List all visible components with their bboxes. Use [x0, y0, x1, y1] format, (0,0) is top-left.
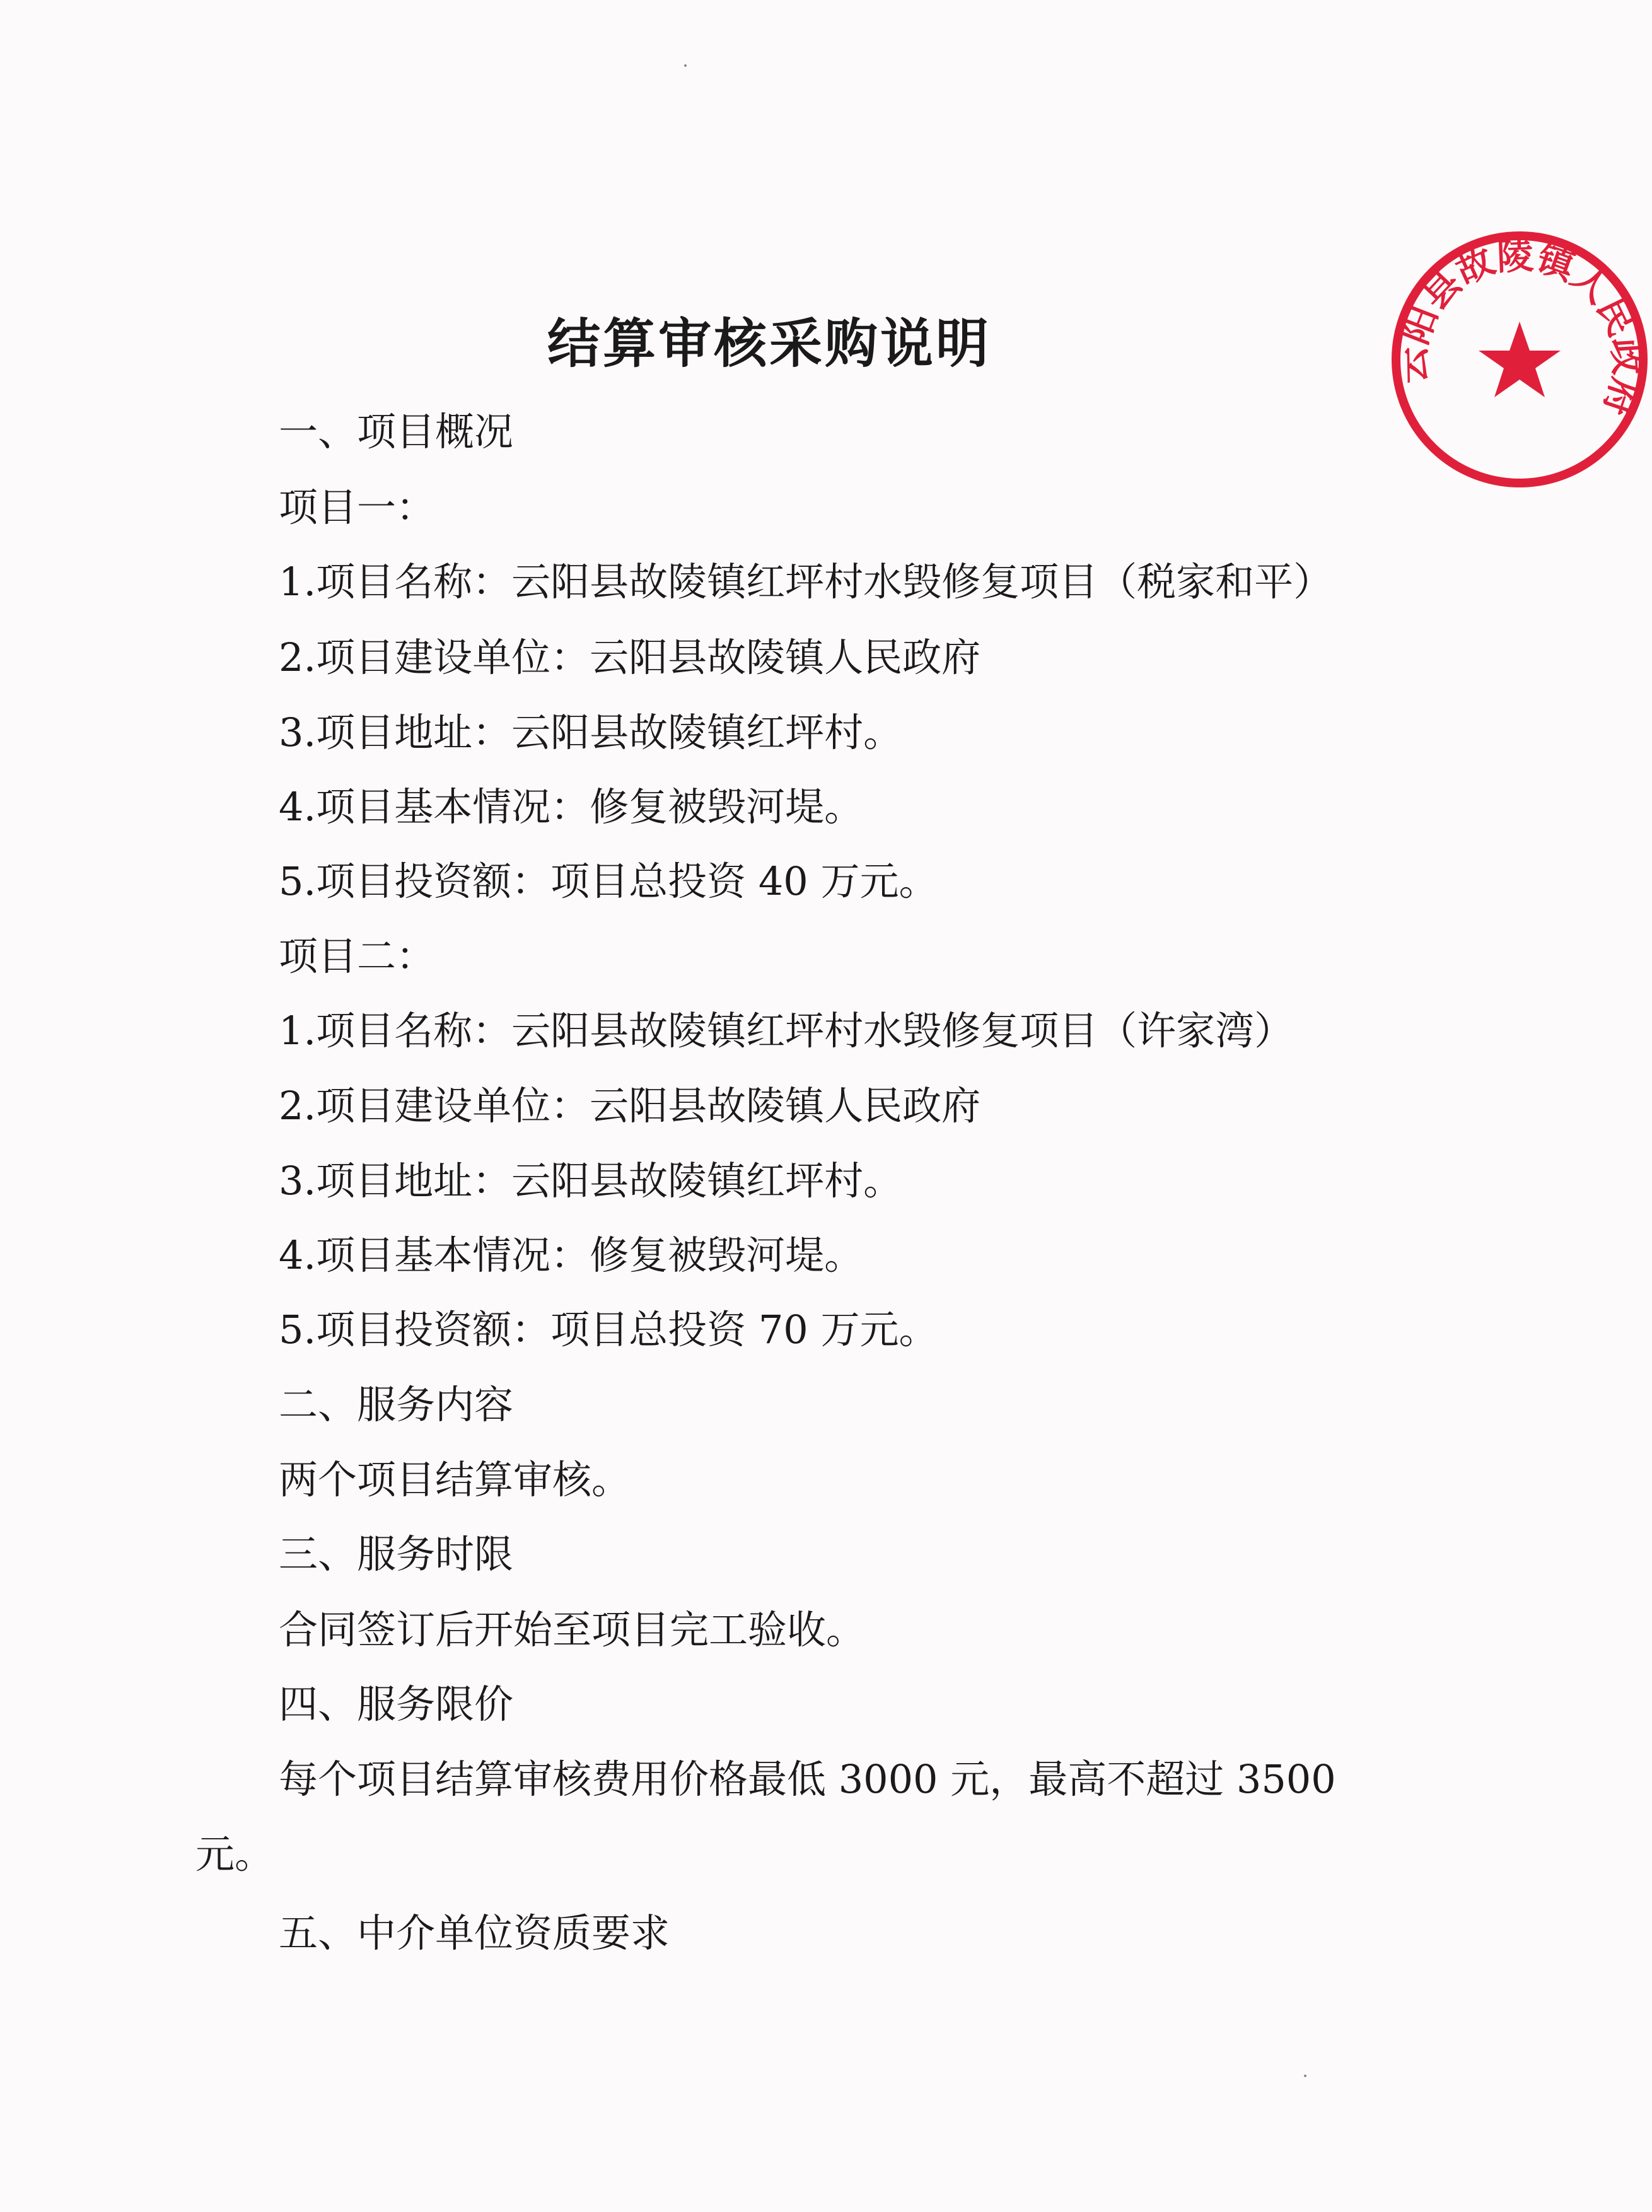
official-seal [1387, 227, 1652, 492]
project-one-address: 3.项目地址：云阳县故陵镇红坪村。 [279, 709, 903, 755]
project-two-heading: 项目二： [279, 933, 436, 979]
project-two-builder: 2.项目建设单位：云阳县故陵镇人民政府 [279, 1083, 981, 1129]
project-one-investment: 5.项目投资额：项目总投资 40 万元。 [279, 858, 938, 904]
section-heading-price-limit: 四、服务限价 [279, 1681, 514, 1727]
scan-speck [684, 64, 687, 67]
price-limit-text: 每个项目结算审核费用价格最低 3000 元，最高不超过 3500 [279, 1756, 1336, 1802]
project-one-builder: 2.项目建设单位：云阳县故陵镇人民政府 [279, 634, 981, 680]
seal-star-icon [1479, 322, 1561, 397]
project-two-address: 3.项目地址：云阳县故陵镇红坪村。 [279, 1158, 903, 1204]
service-period-text: 合同签订后开始至项目完工验收。 [279, 1607, 866, 1653]
project-two-name: 1.项目名称：云阳县故陵镇红坪村水毁修复项目（许家湾） [279, 1008, 1294, 1054]
section-heading-service-period: 三、服务时限 [279, 1531, 514, 1577]
scan-speck [1304, 2075, 1306, 2077]
project-one-heading: 项目一： [279, 484, 436, 530]
document-title: 结算审核采购说明 [547, 313, 991, 375]
project-one-basic-info: 4.项目基本情况：修复被毁河堤。 [279, 784, 864, 830]
project-two-investment: 5.项目投资额：项目总投资 70 万元。 [279, 1307, 938, 1353]
price-limit-text-continued: 元。 [195, 1831, 274, 1877]
project-two-basic-info: 4.项目基本情况：修复被毁河堤。 [279, 1232, 864, 1278]
seal-text: 云阳县故陵镇人民政府 [1390, 234, 1649, 422]
section-heading-qualification: 五、中介单位资质要求 [279, 1910, 670, 1956]
section-heading-service-content: 二、服务内容 [279, 1382, 514, 1428]
section-heading-overview: 一、项目概况 [279, 409, 514, 455]
service-content-text: 两个项目结算审核。 [279, 1457, 631, 1503]
project-one-name: 1.项目名称：云阳县故陵镇红坪村水毁修复项目（税家和平） [279, 559, 1333, 605]
